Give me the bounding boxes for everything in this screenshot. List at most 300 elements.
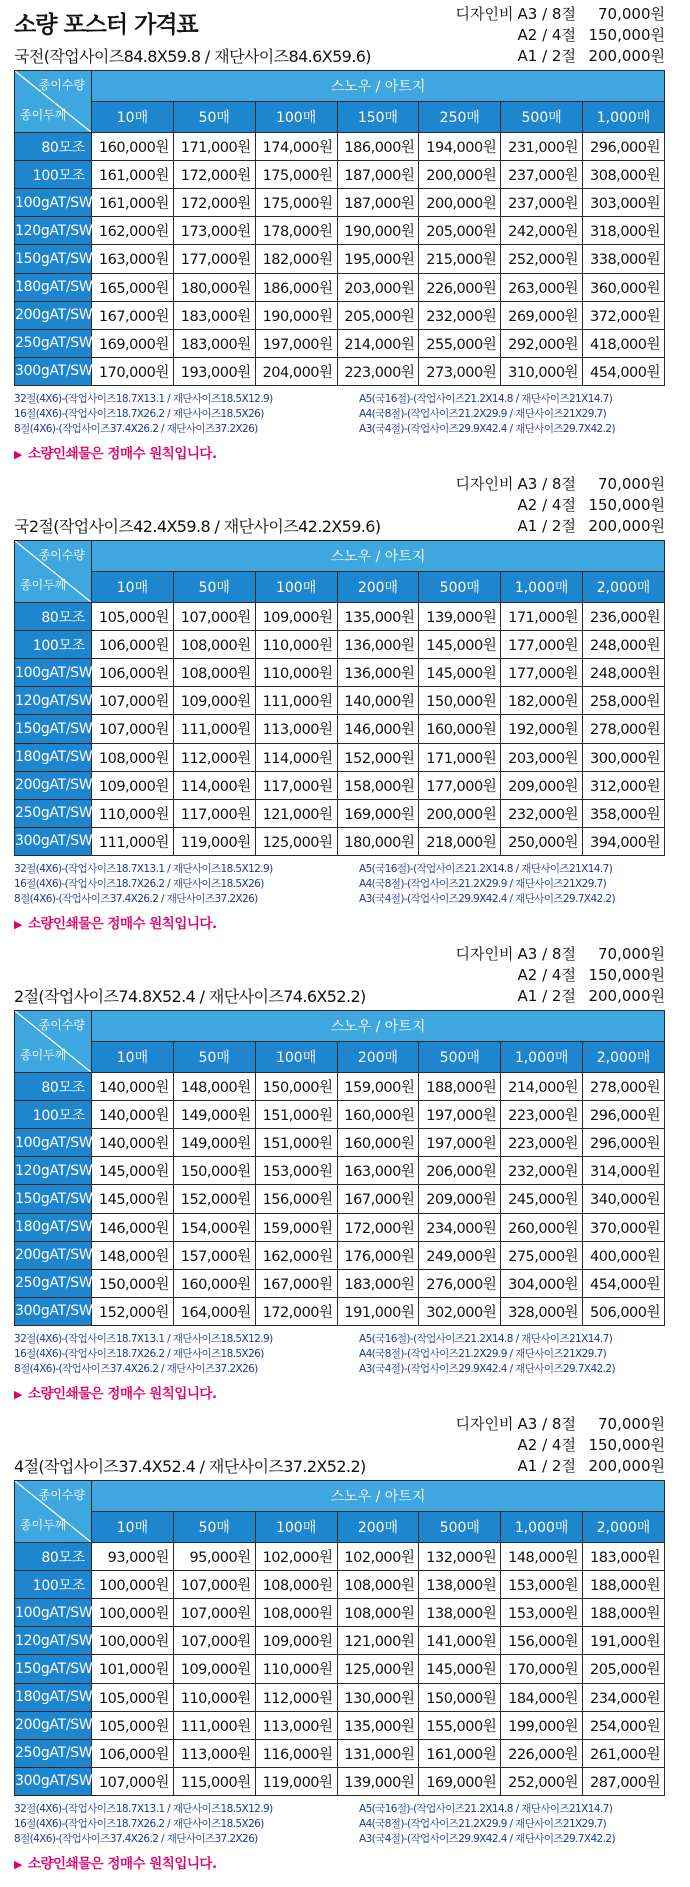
quantity-rule-note xyxy=(14,1852,217,1872)
size-note: 8절(4X6)-(작업사이즈37.4X26.2 / 재단사이즈37.2X26) xyxy=(14,1363,258,1375)
price-cell: 186,000원 xyxy=(255,273,337,301)
price-cell: 149,000원 xyxy=(173,1101,255,1129)
size-notes-right xyxy=(359,862,615,907)
header-quantity-cell: 500매 xyxy=(419,1042,501,1073)
quantity-rule-text: 소량인쇄물은 정매수 원칙입니다. xyxy=(27,1386,217,1402)
row-paper-type: 250gAT/SW xyxy=(15,1269,92,1297)
price-section xyxy=(0,0,690,470)
table-row xyxy=(15,189,665,217)
design-fee-row xyxy=(425,46,665,67)
price-cell: 174,000원 xyxy=(255,133,337,161)
price-cell: 186,000원 xyxy=(337,133,419,161)
design-fee-price: 150,000원 xyxy=(588,496,665,514)
table-row xyxy=(15,827,665,855)
row-paper-type: 300gAT/SW xyxy=(15,357,92,385)
table-row xyxy=(15,1543,665,1571)
price-cell: 255,000원 xyxy=(419,329,501,357)
size-note: 16절(4X6)-(작업사이즈18.7X26.2 / 재단사이즈18.5X26) xyxy=(14,1818,264,1830)
table-row xyxy=(15,217,665,245)
design-fee-price: 200,000원 xyxy=(588,987,665,1005)
price-cell: 273,000원 xyxy=(419,357,501,385)
row-paper-type: 250gAT/SW xyxy=(15,799,92,827)
price-cell: 161,000원 xyxy=(92,161,174,189)
price-cell: 231,000원 xyxy=(501,133,583,161)
price-cell: 139,000원 xyxy=(337,1767,419,1795)
size-note: 16절(4X6)-(작업사이즈18.7X26.2 / 재단사이즈18.5X26) xyxy=(14,408,264,420)
price-cell: 191,000원 xyxy=(337,1297,419,1325)
size-note: A3(국4절)-(작업사이즈29.9X42.4 / 재단사이즈29.7X42.2) xyxy=(359,893,615,905)
row-paper-type: 150gAT/SW xyxy=(15,1185,92,1213)
design-fee-price: 150,000원 xyxy=(588,1436,665,1454)
price-cell: 125,000원 xyxy=(255,827,337,855)
price-cell: 105,000원 xyxy=(92,1711,174,1739)
size-notes-right xyxy=(359,392,615,437)
price-cell: 145,000원 xyxy=(419,1655,501,1683)
price-cell: 296,000원 xyxy=(583,1129,665,1157)
price-cell: 110,000원 xyxy=(255,659,337,687)
price-cell: 172,000원 xyxy=(255,1297,337,1325)
size-note: A3(국4절)-(작업사이즈29.9X42.4 / 재단사이즈29.7X42.2) xyxy=(359,1363,615,1375)
price-cell: 172,000원 xyxy=(337,1213,419,1241)
price-cell: 167,000원 xyxy=(92,301,174,329)
price-cell: 312,000원 xyxy=(583,771,665,799)
price-cell: 136,000원 xyxy=(337,631,419,659)
row-paper-type: 120gAT/SW xyxy=(15,217,92,245)
price-cell: 170,000원 xyxy=(501,1655,583,1683)
price-cell: 153,000원 xyxy=(255,1157,337,1185)
price-cell: 199,000원 xyxy=(501,1711,583,1739)
price-cell: 184,000원 xyxy=(501,1683,583,1711)
price-cell: 188,000원 xyxy=(419,1073,501,1101)
size-note: 32절(4X6)-(작업사이즈18.7X13.1 / 재단사이즈18.5X12.9) xyxy=(14,393,273,405)
size-notes-left xyxy=(14,1802,273,1847)
price-cell: 109,000원 xyxy=(255,603,337,631)
design-fee-row xyxy=(425,474,665,495)
price-cell: 148,000원 xyxy=(173,1073,255,1101)
price-cell: 160,000원 xyxy=(173,1269,255,1297)
price-cell: 106,000원 xyxy=(92,1739,174,1767)
price-cell: 296,000원 xyxy=(583,133,665,161)
price-cell: 139,000원 xyxy=(419,603,501,631)
header-quantity-cell: 100매 xyxy=(255,102,337,133)
price-cell: 107,000원 xyxy=(173,603,255,631)
header-quantity-cell: 1,000매 xyxy=(501,1512,583,1543)
price-cell: 117,000원 xyxy=(173,799,255,827)
table-row xyxy=(15,743,665,771)
price-cell: 167,000원 xyxy=(255,1269,337,1297)
price-cell: 394,000원 xyxy=(583,827,665,855)
design-fee-size: A1 / 2절 xyxy=(517,1457,576,1475)
table-row xyxy=(15,1711,665,1739)
price-cell: 226,000원 xyxy=(419,273,501,301)
header-thickness-label: 종이두께 xyxy=(20,578,67,592)
price-table xyxy=(14,70,665,386)
price-cell: 173,000원 xyxy=(173,217,255,245)
header-thickness-label: 종이두께 xyxy=(20,1518,67,1532)
price-cell: 111,000원 xyxy=(255,687,337,715)
price-cell: 223,000원 xyxy=(501,1101,583,1129)
price-cell: 159,000원 xyxy=(255,1213,337,1241)
price-cell: 150,000원 xyxy=(173,1157,255,1185)
price-cell: 110,000원 xyxy=(255,1655,337,1683)
price-cell: 454,000원 xyxy=(583,357,665,385)
header-quantity-cell: 1,000매 xyxy=(501,572,583,603)
header-corner-cell xyxy=(15,1481,92,1543)
price-cell: 260,000원 xyxy=(501,1213,583,1241)
price-cell: 176,000원 xyxy=(337,1241,419,1269)
design-fee-size: A2 / 4절 xyxy=(517,26,576,44)
design-fee-size: A2 / 4절 xyxy=(517,1436,576,1454)
price-cell: 226,000원 xyxy=(501,1739,583,1767)
price-cell: 358,000원 xyxy=(583,799,665,827)
price-cell: 111,000원 xyxy=(173,1711,255,1739)
price-cell: 302,000원 xyxy=(419,1297,501,1325)
size-note: 16절(4X6)-(작업사이즈18.7X26.2 / 재단사이즈18.5X26) xyxy=(14,878,264,890)
price-cell: 177,000원 xyxy=(173,245,255,273)
design-fee-price: 150,000원 xyxy=(588,966,665,984)
price-cell: 318,000원 xyxy=(583,217,665,245)
price-cell: 191,000원 xyxy=(583,1627,665,1655)
header-thickness-label: 종이두께 xyxy=(20,1048,67,1062)
table-row xyxy=(15,301,665,329)
header-quantity-cell: 50매 xyxy=(173,1512,255,1543)
price-cell: 261,000원 xyxy=(583,1739,665,1767)
section-subtitle: 4절(작업사이즈37.4X52.4 / 재단사이즈37.2X52.2) xyxy=(14,1457,366,1476)
design-fee-row xyxy=(425,4,665,25)
row-paper-type: 200gAT/SW xyxy=(15,1241,92,1269)
header-quantity-cell: 100매 xyxy=(255,1042,337,1073)
price-cell: 204,000원 xyxy=(255,357,337,385)
header-quantity-cell: 250매 xyxy=(419,102,501,133)
price-cell: 159,000원 xyxy=(337,1073,419,1101)
price-cell: 193,000원 xyxy=(173,357,255,385)
price-cell: 113,000원 xyxy=(255,1711,337,1739)
price-cell: 160,000원 xyxy=(337,1129,419,1157)
price-cell: 236,000원 xyxy=(583,603,665,631)
table-row xyxy=(15,1739,665,1767)
price-cell: 177,000원 xyxy=(501,631,583,659)
price-cell: 300,000원 xyxy=(583,743,665,771)
design-fee-label xyxy=(425,1435,514,1456)
row-paper-type: 150gAT/SW xyxy=(15,715,92,743)
header-quantity-cell: 1,000매 xyxy=(583,102,665,133)
table-row xyxy=(15,1655,665,1683)
price-cell: 158,000원 xyxy=(337,771,419,799)
price-cell: 182,000원 xyxy=(501,687,583,715)
price-cell: 287,000원 xyxy=(583,1767,665,1795)
price-cell: 105,000원 xyxy=(92,1683,174,1711)
price-cell: 303,000원 xyxy=(583,189,665,217)
row-paper-type: 80모조 xyxy=(15,603,92,631)
triangle-right-icon: ▶ xyxy=(14,1858,22,1871)
price-cell: 155,000원 xyxy=(419,1711,501,1739)
design-fee-row xyxy=(425,25,665,46)
size-note: A4(국8절)-(작업사이즈21.2X29.9 / 재단사이즈21X29.7) xyxy=(359,878,607,890)
price-cell: 117,000원 xyxy=(255,771,337,799)
price-cell: 188,000원 xyxy=(583,1571,665,1599)
price-cell: 182,000원 xyxy=(255,245,337,273)
price-cell: 275,000원 xyxy=(501,1241,583,1269)
size-note: A5(국16절)-(작업사이즈21.2X14.8 / 재단사이즈21X14.7) xyxy=(359,1803,613,1815)
price-cell: 206,000원 xyxy=(419,1157,501,1185)
row-paper-type: 250gAT/SW xyxy=(15,1739,92,1767)
price-cell: 109,000원 xyxy=(173,1655,255,1683)
price-cell: 506,000원 xyxy=(583,1297,665,1325)
design-fee-size: A1 / 2절 xyxy=(517,987,576,1005)
price-cell: 197,000원 xyxy=(255,329,337,357)
price-cell: 292,000원 xyxy=(501,329,583,357)
table-row xyxy=(15,1683,665,1711)
price-cell: 108,000원 xyxy=(255,1571,337,1599)
table-row xyxy=(15,1157,665,1185)
price-cell: 304,000원 xyxy=(501,1269,583,1297)
price-cell: 171,000원 xyxy=(173,133,255,161)
size-note: 32절(4X6)-(작업사이즈18.7X13.1 / 재단사이즈18.5X12.9) xyxy=(14,1333,273,1345)
price-cell: 418,000원 xyxy=(583,329,665,357)
table-row xyxy=(15,1101,665,1129)
size-note: 8절(4X6)-(작업사이즈37.4X26.2 / 재단사이즈37.2X26) xyxy=(14,1833,258,1845)
price-cell: 131,000원 xyxy=(337,1739,419,1767)
price-cell: 153,000원 xyxy=(501,1571,583,1599)
row-paper-type: 80모조 xyxy=(15,1543,92,1571)
price-cell: 108,000원 xyxy=(92,743,174,771)
price-cell: 214,000원 xyxy=(501,1073,583,1101)
price-cell: 115,000원 xyxy=(173,1767,255,1795)
price-cell: 183,000원 xyxy=(337,1269,419,1297)
price-cell: 95,000원 xyxy=(173,1543,255,1571)
price-cell: 100,000원 xyxy=(92,1599,174,1627)
table-row xyxy=(15,1627,665,1655)
row-paper-type: 180gAT/SW xyxy=(15,273,92,301)
size-note: A4(국8절)-(작업사이즈21.2X29.9 / 재단사이즈21X29.7) xyxy=(359,408,607,420)
price-cell: 170,000원 xyxy=(92,357,174,385)
design-fee-box xyxy=(425,944,665,1007)
price-cell: 187,000원 xyxy=(337,161,419,189)
price-cell: 223,000원 xyxy=(501,1129,583,1157)
price-cell: 114,000원 xyxy=(255,743,337,771)
table-row xyxy=(15,161,665,189)
size-note: 8절(4X6)-(작업사이즈37.4X26.2 / 재단사이즈37.2X26) xyxy=(14,893,258,905)
price-cell: 112,000원 xyxy=(255,1683,337,1711)
design-fee-label xyxy=(425,25,514,46)
row-paper-type: 100gAT/SW xyxy=(15,659,92,687)
price-cell: 140,000원 xyxy=(92,1073,174,1101)
header-quantity-cell: 100매 xyxy=(255,1512,337,1543)
design-fee-box xyxy=(425,4,665,67)
price-cell: 190,000원 xyxy=(337,217,419,245)
price-cell: 175,000원 xyxy=(255,161,337,189)
design-fee-box xyxy=(425,1414,665,1477)
price-cell: 187,000원 xyxy=(337,189,419,217)
price-cell: 195,000원 xyxy=(337,245,419,273)
price-cell: 250,000원 xyxy=(501,827,583,855)
price-cell: 180,000원 xyxy=(173,273,255,301)
row-paper-type: 100gAT/SW xyxy=(15,1129,92,1157)
price-cell: 119,000원 xyxy=(173,827,255,855)
triangle-right-icon: ▶ xyxy=(14,918,22,931)
price-cell: 205,000원 xyxy=(337,301,419,329)
price-cell: 108,000원 xyxy=(173,631,255,659)
price-cell: 252,000원 xyxy=(501,1767,583,1795)
price-cell: 111,000원 xyxy=(92,827,174,855)
price-cell: 205,000원 xyxy=(583,1655,665,1683)
table-row xyxy=(15,771,665,799)
header-paper-group: 스노우 / 아트지 xyxy=(92,1481,665,1512)
row-paper-type: 100모조 xyxy=(15,161,92,189)
price-cell: 108,000원 xyxy=(255,1599,337,1627)
row-paper-type: 120gAT/SW xyxy=(15,1627,92,1655)
table-row xyxy=(15,1073,665,1101)
price-cell: 145,000원 xyxy=(419,659,501,687)
row-paper-type: 150gAT/SW xyxy=(15,1655,92,1683)
price-cell: 153,000원 xyxy=(501,1599,583,1627)
price-cell: 269,000원 xyxy=(501,301,583,329)
price-cell: 132,000원 xyxy=(419,1543,501,1571)
price-cell: 169,000원 xyxy=(419,1767,501,1795)
header-quantity-cell: 200매 xyxy=(337,1512,419,1543)
price-cell: 119,000원 xyxy=(255,1767,337,1795)
quantity-rule-note xyxy=(14,442,217,462)
header-quantity-cell: 1,000매 xyxy=(501,1042,583,1073)
header-quantity-label: 종이수량 xyxy=(38,1018,85,1032)
price-cell: 150,000원 xyxy=(419,687,501,715)
quantity-rule-note xyxy=(14,912,217,932)
design-fee-row xyxy=(425,944,665,965)
size-notes-left xyxy=(14,392,273,437)
table-row xyxy=(15,1571,665,1599)
header-quantity-cell: 10매 xyxy=(92,572,174,603)
price-cell: 151,000원 xyxy=(255,1129,337,1157)
design-fee-price: 200,000원 xyxy=(588,47,665,65)
row-paper-type: 200gAT/SW xyxy=(15,771,92,799)
price-cell: 400,000원 xyxy=(583,1241,665,1269)
price-cell: 140,000원 xyxy=(92,1101,174,1129)
price-table xyxy=(14,540,665,856)
price-cell: 140,000원 xyxy=(337,687,419,715)
quantity-rule-text: 소량인쇄물은 정매수 원칙입니다. xyxy=(27,916,217,932)
price-cell: 121,000원 xyxy=(255,799,337,827)
price-cell: 100,000원 xyxy=(92,1627,174,1655)
header-thickness-label: 종이두께 xyxy=(20,108,67,122)
header-paper-group: 스노우 / 아트지 xyxy=(92,541,665,572)
header-quantity-cell: 50매 xyxy=(173,102,255,133)
price-cell: 160,000원 xyxy=(337,1101,419,1129)
size-note: A3(국4절)-(작업사이즈29.9X42.4 / 재단사이즈29.7X42.2) xyxy=(359,423,615,435)
price-cell: 108,000원 xyxy=(337,1599,419,1627)
design-fee-price: 70,000원 xyxy=(598,1415,665,1433)
size-notes-left xyxy=(14,862,273,907)
price-cell: 209,000원 xyxy=(419,1185,501,1213)
design-fee-label: 디자인비 xyxy=(455,945,514,963)
triangle-right-icon: ▶ xyxy=(14,448,22,461)
row-paper-type: 150gAT/SW xyxy=(15,245,92,273)
price-cell: 93,000원 xyxy=(92,1543,174,1571)
price-cell: 169,000원 xyxy=(92,329,174,357)
price-cell: 161,000원 xyxy=(419,1739,501,1767)
price-cell: 171,000원 xyxy=(501,603,583,631)
header-corner-cell xyxy=(15,71,92,133)
size-note: A4(국8절)-(작업사이즈21.2X29.9 / 재단사이즈21X29.7) xyxy=(359,1818,607,1830)
size-note: A5(국16절)-(작업사이즈21.2X14.8 / 재단사이즈21X14.7) xyxy=(359,863,613,875)
design-fee-label xyxy=(425,495,514,516)
design-fee-row xyxy=(425,1456,665,1477)
price-cell: 310,000원 xyxy=(501,357,583,385)
price-cell: 136,000원 xyxy=(337,659,419,687)
header-quantity-cell: 200매 xyxy=(337,572,419,603)
table-row xyxy=(15,659,665,687)
row-paper-type: 200gAT/SW xyxy=(15,301,92,329)
design-fee-row xyxy=(425,965,665,986)
price-cell: 150,000원 xyxy=(255,1073,337,1101)
row-paper-type: 80모조 xyxy=(15,1073,92,1101)
table-row xyxy=(15,799,665,827)
price-cell: 197,000원 xyxy=(419,1129,501,1157)
price-cell: 151,000원 xyxy=(255,1101,337,1129)
header-corner-cell xyxy=(15,1011,92,1073)
price-cell: 183,000원 xyxy=(583,1543,665,1571)
design-fee-label: 디자인비 xyxy=(455,475,514,493)
header-quantity-label: 종이수량 xyxy=(38,78,85,92)
table-row xyxy=(15,133,665,161)
design-fee-size: A2 / 4절 xyxy=(517,496,576,514)
price-cell: 215,000원 xyxy=(419,245,501,273)
price-cell: 192,000원 xyxy=(501,715,583,743)
price-cell: 214,000원 xyxy=(337,329,419,357)
header-quantity-cell: 50매 xyxy=(173,572,255,603)
price-cell: 163,000원 xyxy=(92,245,174,273)
row-paper-type: 120gAT/SW xyxy=(15,687,92,715)
price-cell: 258,000원 xyxy=(583,687,665,715)
price-cell: 116,000원 xyxy=(255,1739,337,1767)
design-fee-row xyxy=(425,986,665,1007)
row-paper-type: 300gAT/SW xyxy=(15,827,92,855)
price-cell: 102,000원 xyxy=(337,1543,419,1571)
price-cell: 107,000원 xyxy=(173,1627,255,1655)
price-cell: 146,000원 xyxy=(337,715,419,743)
header-quantity-cell: 2,000매 xyxy=(583,1042,665,1073)
price-cell: 372,000원 xyxy=(583,301,665,329)
price-cell: 278,000원 xyxy=(583,1073,665,1101)
price-cell: 296,000원 xyxy=(583,1101,665,1129)
row-paper-type: 250gAT/SW xyxy=(15,329,92,357)
design-fee-label xyxy=(425,986,514,1007)
price-cell: 161,000원 xyxy=(92,189,174,217)
row-paper-type: 300gAT/SW xyxy=(15,1297,92,1325)
table-row xyxy=(15,603,665,631)
row-paper-type: 300gAT/SW xyxy=(15,1767,92,1795)
price-cell: 237,000원 xyxy=(501,189,583,217)
price-cell: 162,000원 xyxy=(92,217,174,245)
price-cell: 152,000원 xyxy=(337,743,419,771)
table-row xyxy=(15,1599,665,1627)
price-cell: 183,000원 xyxy=(173,301,255,329)
price-cell: 138,000원 xyxy=(419,1599,501,1627)
price-cell: 112,000원 xyxy=(173,743,255,771)
price-cell: 177,000원 xyxy=(501,659,583,687)
row-paper-type: 100gAT/SW xyxy=(15,1599,92,1627)
header-quantity-cell: 150매 xyxy=(337,102,419,133)
price-cell: 150,000원 xyxy=(419,1683,501,1711)
price-cell: 156,000원 xyxy=(255,1185,337,1213)
price-cell: 152,000원 xyxy=(173,1185,255,1213)
table-row xyxy=(15,1129,665,1157)
price-cell: 101,000원 xyxy=(92,1655,174,1683)
price-cell: 109,000원 xyxy=(255,1627,337,1655)
table-row xyxy=(15,1185,665,1213)
design-fee-price: 70,000원 xyxy=(598,945,665,963)
table-row xyxy=(15,715,665,743)
design-fee-size: A3 / 8절 xyxy=(517,945,576,963)
